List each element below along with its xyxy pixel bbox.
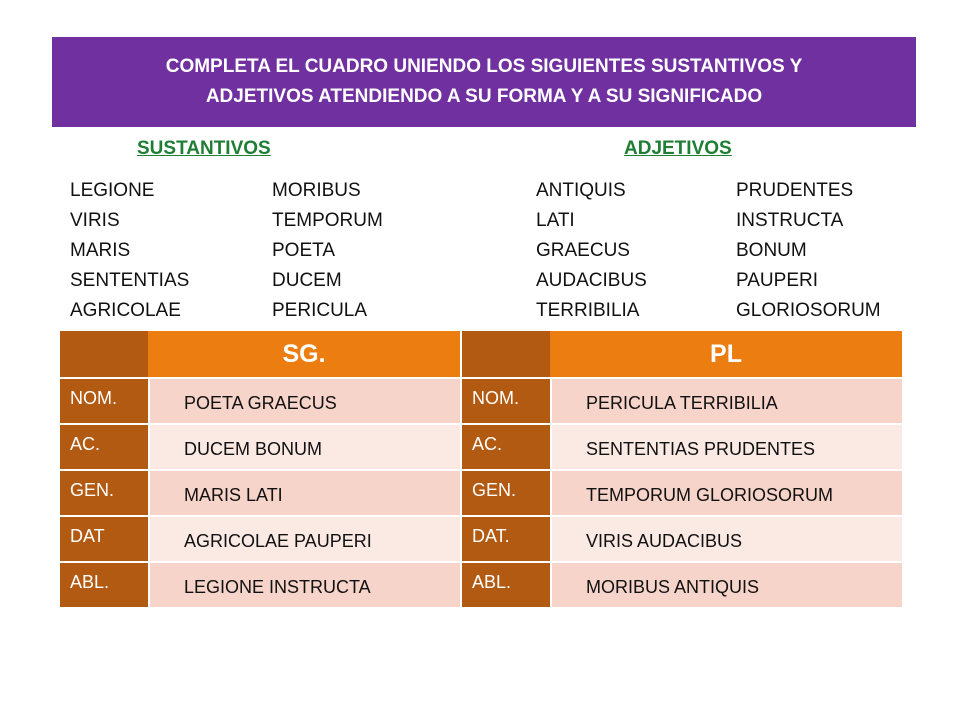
answer-text: VIRIS AUDACIBUS (586, 530, 743, 551)
answer-cell (550, 515, 902, 561)
case-label: DAT (70, 525, 105, 546)
case-cell (462, 377, 550, 423)
word-item: DUCEM (272, 270, 342, 291)
case-cell (462, 423, 550, 469)
answer-cell (148, 561, 460, 607)
word-item: TEMPORUM (272, 210, 383, 231)
answer-text: MARIS LATI (184, 484, 283, 505)
sustantivos-heading: SUSTANTIVOS (137, 138, 271, 159)
word-item: GLORIOSORUM (736, 300, 881, 321)
singular-header: SG. (148, 331, 460, 377)
case-cell (60, 469, 148, 515)
answer-cell (550, 377, 902, 423)
word-item: SENTENTIAS (70, 270, 190, 291)
answer-text: LEGIONE INSTRUCTA (184, 576, 371, 597)
case-label: GEN. (472, 479, 517, 500)
plural-header: PL (550, 331, 902, 377)
word-item: POETA (272, 240, 335, 261)
word-item: AGRICOLAE (70, 300, 181, 321)
word-item: LEGIONE (70, 180, 155, 201)
case-cell (462, 469, 550, 515)
word-item: PAUPERI (736, 270, 819, 291)
plural-table (462, 331, 902, 607)
answer-text: TEMPORUM GLORIOSORUM (586, 484, 834, 505)
word-item: TERRIBILIA (536, 300, 640, 321)
word-item: GRAECUS (536, 240, 630, 261)
answer-text: POETA GRAECUS (184, 392, 337, 413)
case-label: DAT. (472, 525, 510, 546)
word-item: PERICULA (272, 300, 368, 321)
adjetivos-heading: ADJETIVOS (624, 138, 732, 159)
answer-cell (148, 423, 460, 469)
case-label: AC. (472, 433, 503, 454)
answer-cell (550, 423, 902, 469)
banner-line-2: ADJETIVOS ATENDIENDO A SU FORMA Y A SU SIGNIFICADO (205, 86, 763, 107)
answer-cell (148, 469, 460, 515)
case-cell (60, 423, 148, 469)
word-item: LATI (536, 210, 575, 231)
instructions-banner (52, 37, 916, 127)
answer-text: PERICULA TERRIBILIA (586, 392, 778, 413)
header-blank-cell (462, 331, 550, 377)
case-cell (60, 515, 148, 561)
answer-cell (550, 469, 902, 515)
word-item: BONUM (736, 240, 807, 261)
word-item: MARIS (70, 240, 131, 261)
sustantivos-column-2 (272, 176, 383, 326)
answer-cell (148, 515, 460, 561)
case-label: NOM. (472, 387, 519, 408)
answer-cell (550, 561, 902, 607)
case-label: ABL. (472, 571, 512, 592)
word-item: INSTRUCTA (736, 210, 844, 231)
case-label: NOM. (70, 387, 117, 408)
answer-text: DUCEM BONUM (184, 438, 322, 459)
answer-text: SENTENTIAS PRUDENTES (586, 438, 816, 459)
case-label: GEN. (70, 479, 115, 500)
case-cell (60, 561, 148, 607)
answer-text: MORIBUS ANTIQUIS (586, 576, 760, 597)
adjetivos-column-1 (536, 176, 647, 326)
answer-text: AGRICOLAE PAUPERI (184, 530, 372, 551)
case-cell (462, 515, 550, 561)
case-cell (462, 561, 550, 607)
case-label: AC. (70, 433, 101, 454)
sustantivos-column-1 (70, 176, 189, 326)
word-item: AUDACIBUS (536, 270, 647, 291)
singular-table (60, 331, 460, 607)
word-item: PRUDENTES (736, 180, 854, 201)
case-cell (60, 377, 148, 423)
adjetivos-column-2 (736, 176, 881, 326)
word-item: VIRIS (70, 210, 120, 231)
banner-line-1: COMPLETA EL CUADRO UNIENDO LOS SIGUIENTES SUSTANTIVOS Y (165, 56, 803, 77)
word-item: ANTIQUIS (536, 180, 626, 201)
case-label: ABL. (70, 571, 110, 592)
header-blank-cell (60, 331, 148, 377)
word-item: MORIBUS (272, 180, 361, 201)
answer-cell (148, 377, 460, 423)
